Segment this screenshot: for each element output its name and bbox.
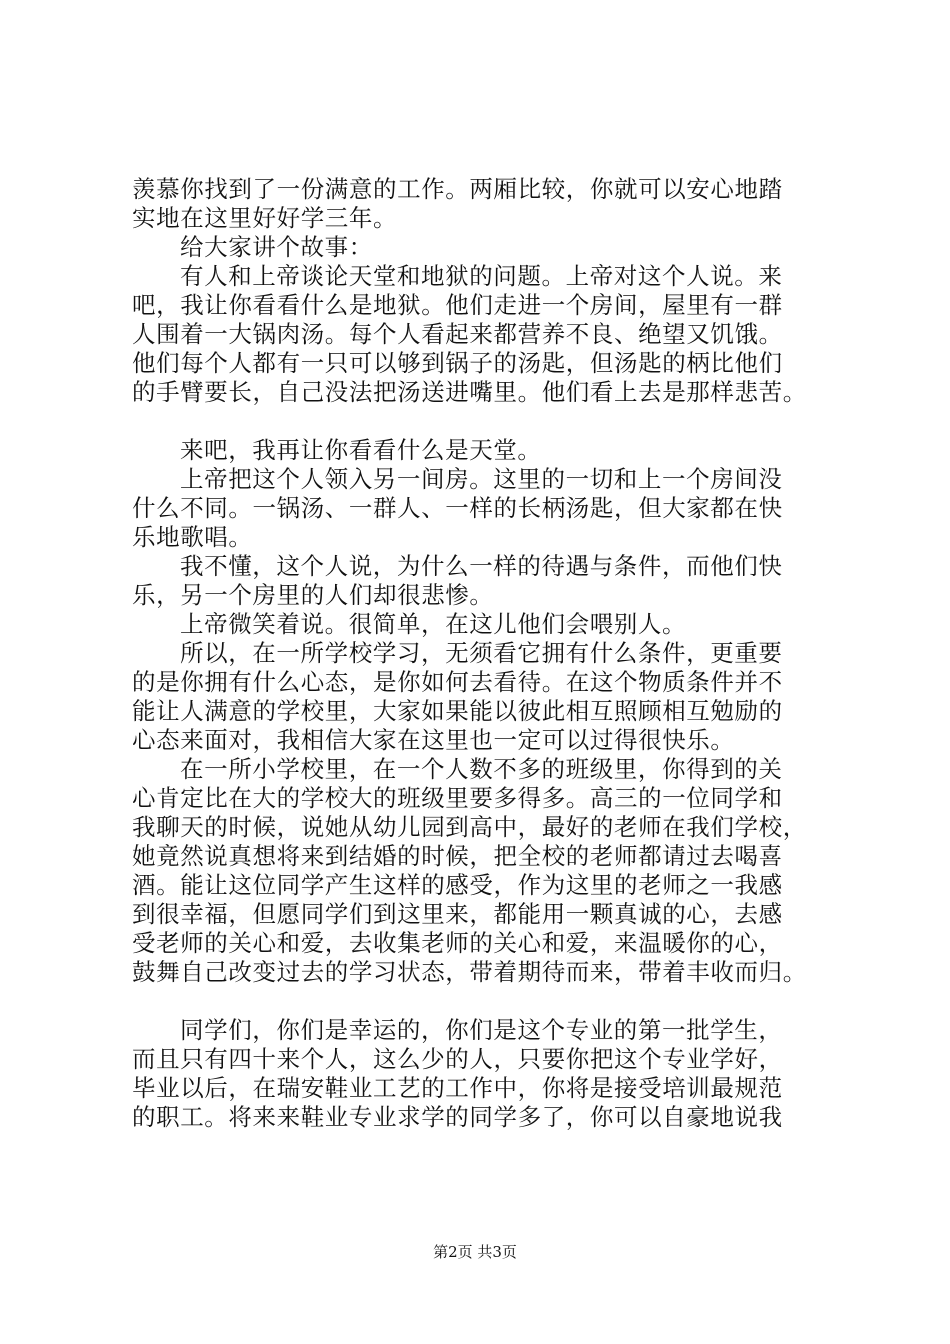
- text-line: 受老师的关心和爱，去收集老师的关心和爱，来温暖你的心，: [132, 929, 783, 957]
- text-line: 心肯定比在大的学校大的班级里要多得多。高三的一位同学和: [132, 784, 783, 812]
- text-line: 心态来面对，我相信大家在这里也一定可以过得很快乐。: [132, 726, 735, 754]
- text-line: 鼓舞自己改变过去的学习状态，带着期待而来，带着丰收而归。: [132, 958, 807, 986]
- text-line: 所以，在一所学校学习，无须看它拥有什么条件，更重要: [180, 639, 783, 667]
- text-line: 有人和上帝谈论天堂和地狱的问题。上帝对这个人说。来: [180, 262, 783, 290]
- text-line: 的手臂要长，自己没法把汤送进嘴里。他们看上去是那样悲苦。: [132, 378, 807, 406]
- text-line: 上帝微笑着说。很简单，在这儿他们会喂别人。: [180, 610, 687, 638]
- text-line: 羡慕你找到了一份满意的工作。两厢比较，你就可以安心地踏: [132, 175, 783, 203]
- text-line: 我不懂，这个人说，为什么一样的待遇与条件，而他们快: [180, 552, 783, 580]
- text-line: 人围着一大锅肉汤。每个人看起来都营养不良、绝望又饥饿。: [132, 320, 783, 348]
- text-line: 他们每个人都有一只可以够到锅子的汤匙，但汤匙的柄比他们: [132, 349, 783, 377]
- blank-line: [132, 407, 832, 436]
- text-line: 吧，我让你看看什么是地狱。他们走进一个房间，屋里有一群: [132, 291, 783, 319]
- text-line: 乐地歌唱。: [132, 523, 253, 551]
- text-line: 什么不同。一锅汤、一群人、一样的长柄汤匙，但大家都在快: [132, 494, 783, 522]
- text-line: 实地在这里好好学三年。: [132, 204, 398, 232]
- body-text: [132, 175, 832, 1132]
- text-line: 的职工。将来来鞋业专业求学的同学多了，你可以自豪地说我: [132, 1103, 783, 1131]
- text-line: 给大家讲个故事：: [180, 233, 373, 261]
- text-line: 在一所小学校里，在一个人数不多的班级里，你得到的关: [180, 755, 783, 783]
- text-line: 她竟然说真想将来到结婚的时候，把全校的老师都请过去喝喜: [132, 842, 783, 870]
- text-line: 乐，另一个房里的人们却很悲惨。: [132, 581, 494, 609]
- text-line: 而且只有四十来个人，这么少的人，只要你把这个专业学好，: [132, 1045, 783, 1073]
- text-line: 我聊天的时候，说她从幼儿园到高中，最好的老师在我们学校，: [132, 813, 807, 841]
- text-line: 毕业以后，在瑞安鞋业工艺的工作中，你将是接受培训最规范: [132, 1074, 783, 1102]
- text-line: 的是你拥有什么心态，是你如何去看待。在这个物质条件并不: [132, 668, 783, 696]
- blank-line: [132, 987, 832, 1016]
- text-line: 酒。能让这位同学产生这样的感受，作为这里的老师之一我感: [132, 871, 783, 899]
- text-line: 上帝把这个人领入另一间房。这里的一切和上一个房间没: [180, 465, 783, 493]
- text-line: 到很幸福，但愿同学们到这里来，都能用一颗真诚的心，去感: [132, 900, 783, 928]
- text-line: 能让人满意的学校里，大家如果能以彼此相互照顾相互勉励的: [132, 697, 783, 725]
- text-line: 来吧，我再让你看看什么是天堂。: [180, 436, 542, 464]
- page-number-footer: 第2页 共3页: [433, 1243, 517, 1261]
- text-line: 同学们，你们是幸运的，你们是这个专业的第一批学生，: [180, 1016, 783, 1044]
